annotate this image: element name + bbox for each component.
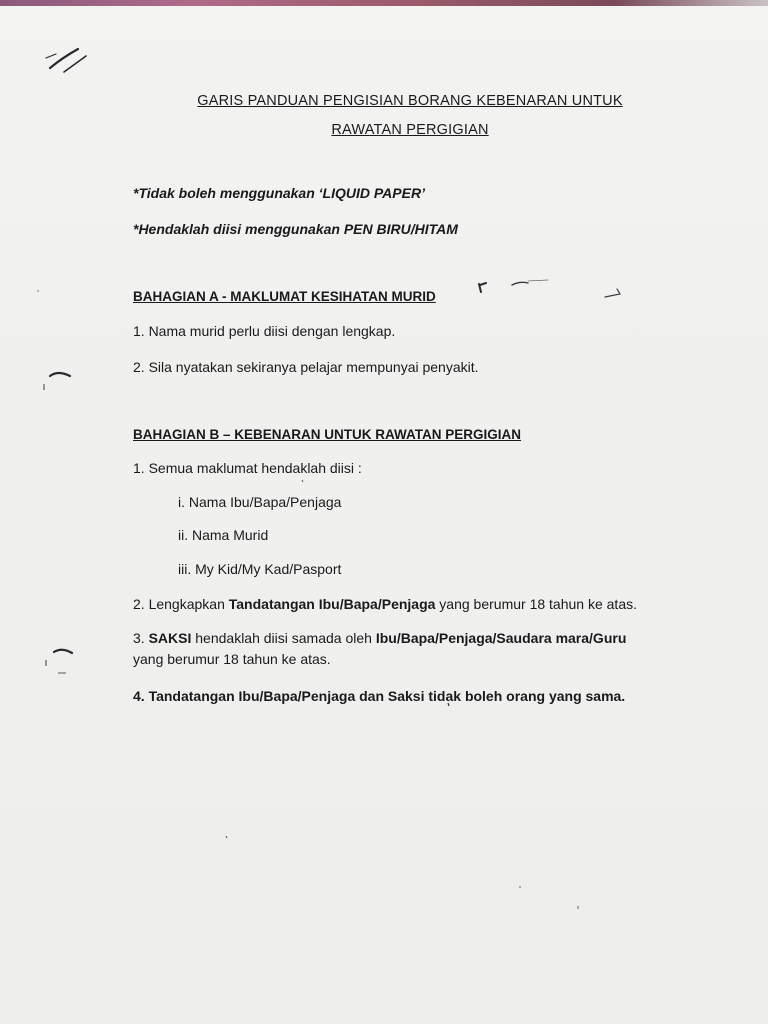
section-b-subitem-1: i. Nama Ibu/Bapa/Penjaga — [178, 494, 342, 510]
page-title-line2: RAWATAN PERGIGIAN — [331, 122, 489, 138]
section-b-item-2 — [133, 596, 637, 612]
pen-mark-right-2 — [512, 282, 528, 285]
item-3-bold-guardians: Ibu/Bapa/Penjaga/Saudara mara/Guru — [375, 630, 627, 646]
section-b-item-1: 1. Semua maklumat hendaklah diisi : — [133, 460, 362, 476]
pen-mark-right-1 — [479, 283, 486, 292]
section-a-heading: BAHAGIAN A - MAKLUMAT KESIHATAN MURID — [133, 289, 436, 304]
section-b-subitem-2: ii. Nama Murid — [178, 527, 269, 543]
section-b-item-3 — [133, 630, 626, 646]
dot-3 — [226, 836, 227, 838]
pen-mark-top-left-2 — [64, 56, 86, 72]
section-b-heading: BAHAGIAN B – KEBENARAN UNTUK RAWATAN PERGIGIAN — [133, 427, 522, 442]
section-b-item-4: 4. Tandatangan Ibu/Bapa/Penjaga dan Saksi tidak boleh orang yang sama. — [133, 688, 626, 704]
item-3-middle: hendaklah diisi samada oleh — [191, 630, 376, 646]
pen-mark-left-1 — [50, 373, 70, 376]
section-a-item-1: 1. Nama murid perlu diisi dengan lengkap. — [133, 323, 396, 339]
item-3-number: 3. — [133, 630, 149, 646]
page-title-line1: GARIS PANDUAN PENGISIAN BORANG KEBENARAN UNTUK — [197, 93, 623, 109]
section-b-subitem-3: iii. My Kid/My Kad/Pasport — [178, 561, 342, 577]
note-pen-color: *Hendaklah diisi menggunakan PEN BIRU/HITAM — [133, 221, 458, 237]
pen-mark-left-3 — [54, 650, 72, 653]
section-a-item-2: 2. Sila nyatakan sekiranya pelajar mempunyai penyakit. — [133, 359, 479, 375]
note-liquid-paper: *Tidak boleh menggunakan ‘LIQUID PAPER’ — [133, 185, 425, 201]
item-2-suffix: yang berumur 18 tahun ke atas. — [435, 596, 637, 612]
pen-mark-top-left-3 — [46, 54, 56, 58]
pen-mark-right-3 — [528, 280, 548, 281]
section-b-item-3-line2: yang berumur 18 tahun ke atas. — [133, 651, 331, 667]
item-2-prefix: 2. Lengkapkan — [133, 596, 229, 612]
item-3-bold-saksi: SAKSI — [148, 630, 192, 646]
pen-mark-right-4 — [605, 289, 620, 297]
dot-1 — [302, 480, 303, 482]
item-2-bold: Tandatangan Ibu/Bapa/Penjaga — [228, 596, 436, 612]
